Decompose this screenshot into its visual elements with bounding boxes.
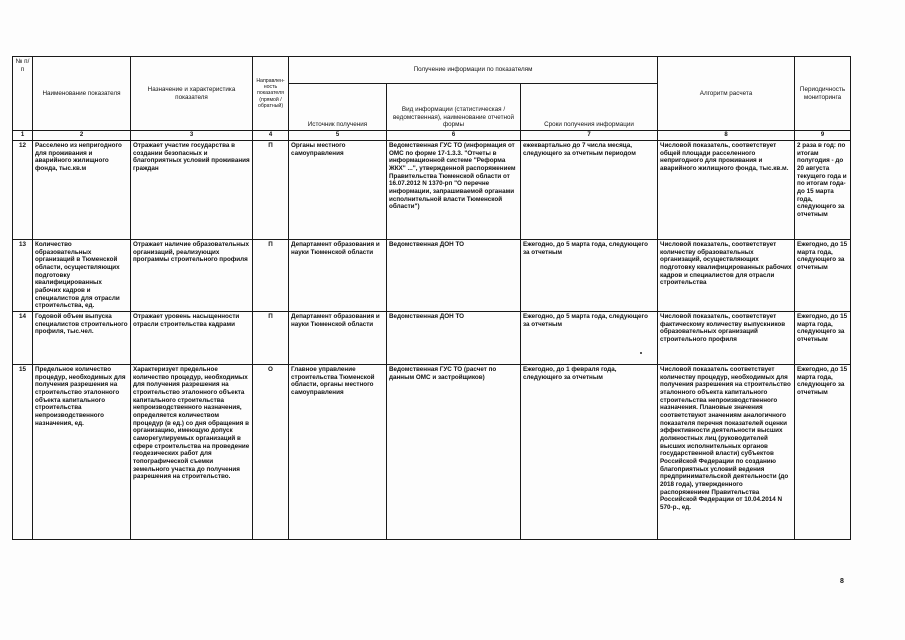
monitoring-periodicity: Ежегодно, до 15 марта года, следующего за отчетным [795, 240, 851, 312]
monitoring-periodicity: Ежегодно, до 15 марта года, следующего за отчетным [795, 365, 851, 540]
table-row [13, 365, 851, 540]
info-deadline: Ежегодно, до 5 марта года, следующего за отчетным [521, 240, 658, 312]
column-number: 3 [131, 131, 253, 141]
row-number: 14 [13, 312, 33, 365]
column-number: 1 [13, 131, 33, 141]
scan-speck [640, 352, 642, 354]
calculation-algorithm: Числовой показатель, соответствует фактическому количеству выпускников образовательных организаций строительного профиля [658, 312, 795, 365]
column-number: 5 [289, 131, 387, 141]
calculation-algorithm: Числовой показатель, соответствует общей площади расселенного непригодного для проживания и аварийного жилищного фонда, тыс.кв.м. [658, 141, 795, 240]
indicator-purpose: Отражает уровень насыщенности отрасли строительства кадрами [131, 312, 253, 365]
indicator-direction: П [253, 312, 289, 365]
indicator-name: Количество образовательных организаций в Тюменской области, осуществляющих подготовку квалифицированных рабочих кадров и специалистов для отрасли строительства, ед. [33, 240, 131, 312]
indicator-purpose: Отражает участие государства в создании безопасных и благоприятных условий проживания граждан [131, 141, 253, 240]
header-source: Источник получения [289, 84, 387, 131]
indicator-direction: П [253, 240, 289, 312]
indicator-name: Годовой объем выпуска специалистов строительного профиля, тыс.чел. [33, 312, 131, 365]
info-deadline: Ежегодно, до 5 марта года, следующего за отчетным [521, 312, 658, 365]
calculation-algorithm: Числовой показатель, соответствует количеству образовательных организаций, осуществляющих подготовку квалифицированных рабочих кадров и специалистов для отрасли строительства [658, 240, 795, 312]
table-row [13, 312, 851, 365]
info-type: Ведомственная ГУС ТО (расчет по данным ОМС и застройщиков) [387, 365, 521, 540]
indicators-table [12, 56, 851, 540]
column-number: 9 [795, 131, 851, 141]
indicator-purpose: Отражает наличие образовательных организаций, реализующих программы строительного профиля [131, 240, 253, 312]
header-deadline: Сроки получения информации [521, 84, 658, 131]
column-number: 8 [658, 131, 795, 141]
column-number: 6 [387, 131, 521, 141]
monitoring-periodicity: Ежегодно, до 15 марта года, следующего за отчетным [795, 312, 851, 365]
info-deadline: Ежегодно, до 1 февраля года, следующего за отчетным [521, 365, 658, 540]
header-info-group: Получение информации по показателям [289, 57, 658, 84]
info-source: Органы местного самоуправления [289, 141, 387, 240]
info-source: Департамент образования и науки Тюменской области [289, 312, 387, 365]
table-row [13, 240, 851, 312]
column-number: 4 [253, 131, 289, 141]
indicator-direction: П [253, 141, 289, 240]
header-indicator-name: Наименование показателя [33, 57, 131, 131]
header-periodicity: Периодичность мониторинга [795, 57, 851, 131]
info-type: Ведомственная ДОН ТО [387, 312, 521, 365]
info-source: Департамент образования и науки Тюменской области [289, 240, 387, 312]
column-number: 7 [521, 131, 658, 141]
info-source: Главное управление строительства Тюменской области, органы местного самоуправления [289, 365, 387, 540]
info-type: Ведомственная ДОН ТО [387, 240, 521, 312]
header-row-top [13, 57, 851, 84]
header-direction: Направлен-ность показателя (прямой / обратный) [253, 57, 289, 131]
indicator-name: Предельное количество процедур, необходимых для получения разрешения на строительство эталонного объекта капитального строительства непроизводственного назначения, ед. [33, 365, 131, 540]
column-number: 2 [33, 131, 131, 141]
indicator-purpose: Характеризует предельное количество процедур, необходимых для получения разрешения на строительство эталонного объекта капитального строительства непроизводственного назначения, определяется количеством процедур (в ед.) со дня обращения в организацию, имеющую допуск саморегулируемых организаций в сфере строительства на проведение геодезических работ для топографической съемки земельного участка до получения разрешения на строительство. [131, 365, 253, 540]
info-deadline: ежеквартально до 7 числа месяца, следующего за отчетным периодом [521, 141, 658, 240]
page-number: 8 [840, 578, 844, 585]
row-number: 12 [13, 141, 33, 240]
indicator-direction: О [253, 365, 289, 540]
calculation-algorithm: Числовой показатель соответствует количеству процедур, необходимых для получения разрешения на строительство эталонного объекта капитального строительства непроизводственного назначения. Плановые значения соответствуют значениям аналогичного показателя перечня показателей оценки эффективности деятельности высших должностных лиц (руководителей высших исполнительных органов государственной власти) субъектов Российской Федерации по созданию благоприятных условий ведения предпринимательской деятельности (до 2018 года), утвержденного распоряжением Правительства Российской Федерации от 10.04.2014 N 570-р., ед. [658, 365, 795, 540]
info-type: Ведомственная ГУС ТО (информация от ОМС по форме 17-1.3.3. "Отчеты в информационной системе "Реформа ЖКХ" ...", утвержденной распоряжением Правительства Тюменской области от 16.07.2012 N 1370-рп "О перечне информации, запрашиваемой органами исполнительной власти Тюменской области") [387, 141, 521, 240]
header-no: № п/п [13, 57, 33, 131]
indicator-name: Расселено из непригодного для проживания и аварийного жилищного фонда, тыс.кв.м [33, 141, 131, 240]
header-purpose: Назначение и характеристика показателя [131, 57, 253, 131]
table-row [13, 141, 851, 240]
header-info-type: Вид информации (статистическая / ведомственная), наименование отчетной формы [387, 84, 521, 131]
header-algorithm: Алгоритм расчета [658, 57, 795, 131]
monitoring-periodicity: 2 раза в год: по итогам полугодия - до 20 августа текущего года и по итогам года- до 15 марта года, следующего за отчетным [795, 141, 851, 240]
row-number: 15 [13, 365, 33, 540]
column-number-row [13, 131, 851, 141]
row-number: 13 [13, 240, 33, 312]
